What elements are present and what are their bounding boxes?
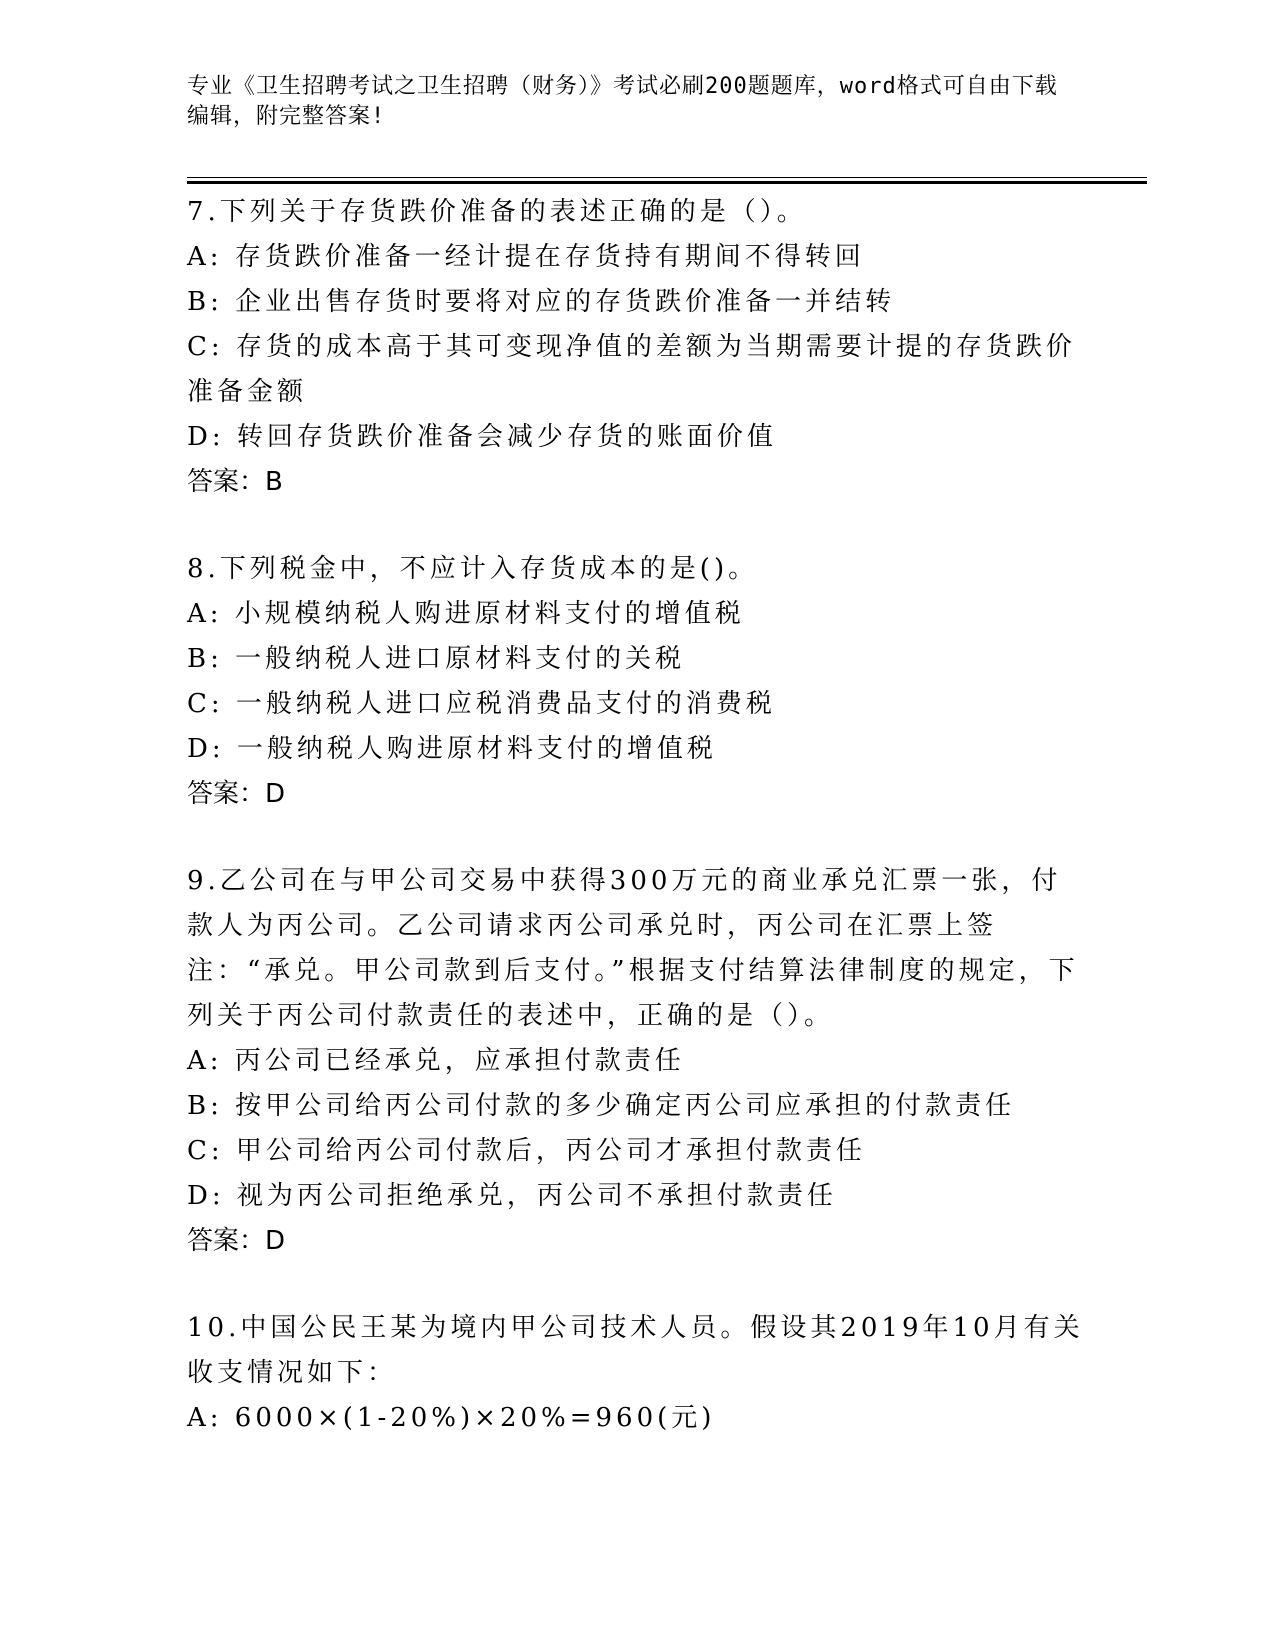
header-divider-thin <box>187 177 1147 178</box>
option-a: A: 小规模纳税人购进原材料支付的增值税 <box>187 599 745 629</box>
document-header: 专业《卫生招聘考试之卫生招聘（财务）》考试必刷200题题库，word格式可自由下载编辑，附完整答案! <box>187 74 1058 129</box>
option-b: B: 一般纳税人进口原材料支付的关税 <box>187 644 686 674</box>
option-b: B: 按甲公司给丙公司付款的多少确定丙公司应承担的付款责任 <box>187 1091 1016 1121</box>
question-10 <box>187 1306 1087 1441</box>
question-stem: 10.中国公民王某为境内甲公司技术人员。假设其2019年10月有关收支情况如下： <box>187 1313 1084 1388</box>
question-7 <box>187 190 1087 505</box>
question-8 <box>187 547 1087 817</box>
answer: 答案：B <box>187 467 283 497</box>
question-stem: 8.下列税金中，不应计入存货成本的是()。 <box>187 554 759 584</box>
option-a: A: 丙公司已经承兑，应承担付款责任 <box>187 1046 685 1076</box>
question-stem: 9.乙公司在与甲公司交易中获得300万元的商业承兑汇票一张，付款人为丙公司。乙公司请求丙公司承兑时，丙公司在汇票上签注：“承兑。甲公司款到后支付。”根据支付结算法律制度的规定，下列关于丙公司付款责任的表述中，正确的是（）。 <box>187 866 1079 1031</box>
option-c: C: 一般纳税人进口应税消费品支付的消费税 <box>187 689 776 719</box>
header-divider-thick <box>187 181 1147 184</box>
option-b: B: 企业出售存货时要将对应的存货跌价准备一并结转 <box>187 287 896 317</box>
option-c: C: 存货的成本高于其可变现净值的差额为当期需要计提的存货跌价准备金额 <box>187 332 1076 407</box>
answer: 答案：D <box>187 1226 286 1256</box>
option-d: D: 转回存货跌价准备会减少存货的账面价值 <box>187 422 777 452</box>
option-d: D: 一般纳税人购进原材料支付的增值税 <box>187 734 717 764</box>
question-9 <box>187 859 1087 1264</box>
question-stem: 7.下列关于存货跌价准备的表述正确的是（）。 <box>187 197 807 227</box>
option-c: C: 甲公司给丙公司付款后，丙公司才承担付款责任 <box>187 1136 866 1166</box>
answer: 答案：D <box>187 779 286 809</box>
option-d: D: 视为丙公司拒绝承兑，丙公司不承担付款责任 <box>187 1181 837 1211</box>
question-list <box>187 190 1087 1483</box>
option-a: A: 6000×(1-20%)×20%=960(元) <box>187 1403 716 1433</box>
option-a: A: 存货跌价准备一经计提在存货持有期间不得转回 <box>187 242 865 272</box>
